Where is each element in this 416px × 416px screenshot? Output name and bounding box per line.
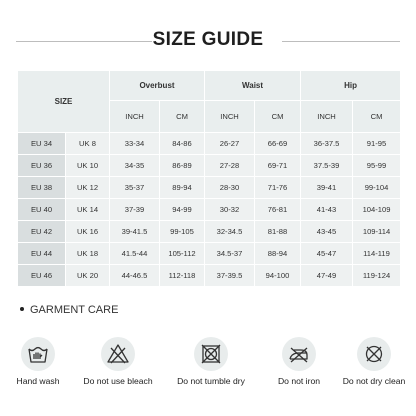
- title-bar: [0, 26, 416, 56]
- no-tumble-dry-icon: [194, 337, 228, 371]
- measurement-cell: 30-32: [205, 199, 255, 221]
- measurement-cell: 69-71: [255, 155, 301, 177]
- table-row: [18, 265, 401, 287]
- eu-size-cell: EU 36: [18, 155, 66, 177]
- no-dry-clean-icon: [357, 337, 391, 371]
- uk-size-cell: UK 20: [66, 265, 110, 287]
- unit-header: CM: [255, 101, 301, 133]
- eu-size-cell: EU 40: [18, 199, 66, 221]
- measurement-cell: 32-34.5: [205, 221, 255, 243]
- measurement-cell: 44-46.5: [110, 265, 160, 287]
- unit-header: INCH: [301, 101, 353, 133]
- eu-size-cell: EU 46: [18, 265, 66, 287]
- uk-size-cell: UK 10: [66, 155, 110, 177]
- measurement-cell: 81-88: [255, 221, 301, 243]
- measurement-cell: 37-39.5: [205, 265, 255, 287]
- title-divider-right: [282, 41, 400, 42]
- measurement-cell: 86-89: [160, 155, 205, 177]
- measurement-cell: 94-99: [160, 199, 205, 221]
- uk-size-cell: UK 14: [66, 199, 110, 221]
- table-row: [18, 199, 401, 221]
- measurement-cell: 39-41.5: [110, 221, 160, 243]
- table-row: [18, 133, 401, 155]
- care-label: Do not iron: [277, 376, 321, 386]
- eu-size-cell: EU 38: [18, 177, 66, 199]
- bullet-icon: [20, 307, 24, 311]
- care-item-no-tumble-dry: [166, 337, 256, 386]
- unit-header: INCH: [205, 101, 255, 133]
- eu-size-cell: EU 44: [18, 243, 66, 265]
- table-row: [18, 177, 401, 199]
- measurement-cell: 99-104: [353, 177, 401, 199]
- group-header-hip: Hip: [301, 71, 401, 101]
- size-table-body: [18, 133, 401, 287]
- measurement-cell: 94-100: [255, 265, 301, 287]
- hand-wash-icon: [21, 337, 55, 371]
- measurement-cell: 99-105: [160, 221, 205, 243]
- measurement-cell: 45-47: [301, 243, 353, 265]
- eu-size-cell: EU 42: [18, 221, 66, 243]
- measurement-cell: 119-124: [353, 265, 401, 287]
- measurement-cell: 105-112: [160, 243, 205, 265]
- measurement-cell: 47-49: [301, 265, 353, 287]
- measurement-cell: 37-39: [110, 199, 160, 221]
- measurement-cell: 71-76: [255, 177, 301, 199]
- uk-size-cell: UK 16: [66, 221, 110, 243]
- measurement-cell: 43-45: [301, 221, 353, 243]
- garment-care-title: GARMENT CARE: [30, 304, 119, 316]
- care-label: Do not use bleach: [83, 376, 153, 386]
- garment-care-heading: [20, 304, 118, 316]
- measurement-cell: 66-69: [255, 133, 301, 155]
- unit-header: CM: [353, 101, 401, 133]
- measurement-cell: 26-27: [205, 133, 255, 155]
- no-iron-icon: [282, 337, 316, 371]
- uk-size-cell: UK 8: [66, 133, 110, 155]
- care-item-no-bleach: [73, 337, 163, 386]
- care-item-hand-wash: [0, 337, 83, 386]
- unit-header: INCH: [110, 101, 160, 133]
- measurement-cell: 35-37: [110, 177, 160, 199]
- size-header: SIZE: [18, 71, 110, 133]
- measurement-cell: 41-43: [301, 199, 353, 221]
- measurement-cell: 91-95: [353, 133, 401, 155]
- measurement-cell: 34.5-37: [205, 243, 255, 265]
- measurement-cell: 84-86: [160, 133, 205, 155]
- table-row: [18, 243, 401, 265]
- size-table: [17, 70, 401, 287]
- care-label: Do not dry clean: [342, 376, 406, 386]
- measurement-cell: 89-94: [160, 177, 205, 199]
- table-row: [18, 221, 401, 243]
- unit-header: CM: [160, 101, 205, 133]
- measurement-cell: 95-99: [353, 155, 401, 177]
- care-item-no-dry-clean: [329, 337, 416, 386]
- no-bleach-icon: [101, 337, 135, 371]
- measurement-cell: 36-37.5: [301, 133, 353, 155]
- measurement-cell: 109-114: [353, 221, 401, 243]
- page-title: SIZE GUIDE: [152, 29, 264, 50]
- measurement-cell: 76-81: [255, 199, 301, 221]
- table-row: [18, 155, 401, 177]
- group-header-overbust: Overbust: [110, 71, 205, 101]
- measurement-cell: 114-119: [353, 243, 401, 265]
- measurement-cell: 33-34: [110, 133, 160, 155]
- care-label: Hand wash: [16, 376, 60, 386]
- uk-size-cell: UK 18: [66, 243, 110, 265]
- eu-size-cell: EU 34: [18, 133, 66, 155]
- measurement-cell: 88-94: [255, 243, 301, 265]
- care-label: Do not tumble dry: [177, 376, 245, 386]
- measurement-cell: 27-28: [205, 155, 255, 177]
- measurement-cell: 37.5-39: [301, 155, 353, 177]
- measurement-cell: 39-41: [301, 177, 353, 199]
- measurement-cell: 28-30: [205, 177, 255, 199]
- measurement-cell: 41.5-44: [110, 243, 160, 265]
- measurement-cell: 112-118: [160, 265, 205, 287]
- uk-size-cell: UK 12: [66, 177, 110, 199]
- group-header-waist: Waist: [205, 71, 301, 101]
- measurement-cell: 104-109: [353, 199, 401, 221]
- measurement-cell: 34-35: [110, 155, 160, 177]
